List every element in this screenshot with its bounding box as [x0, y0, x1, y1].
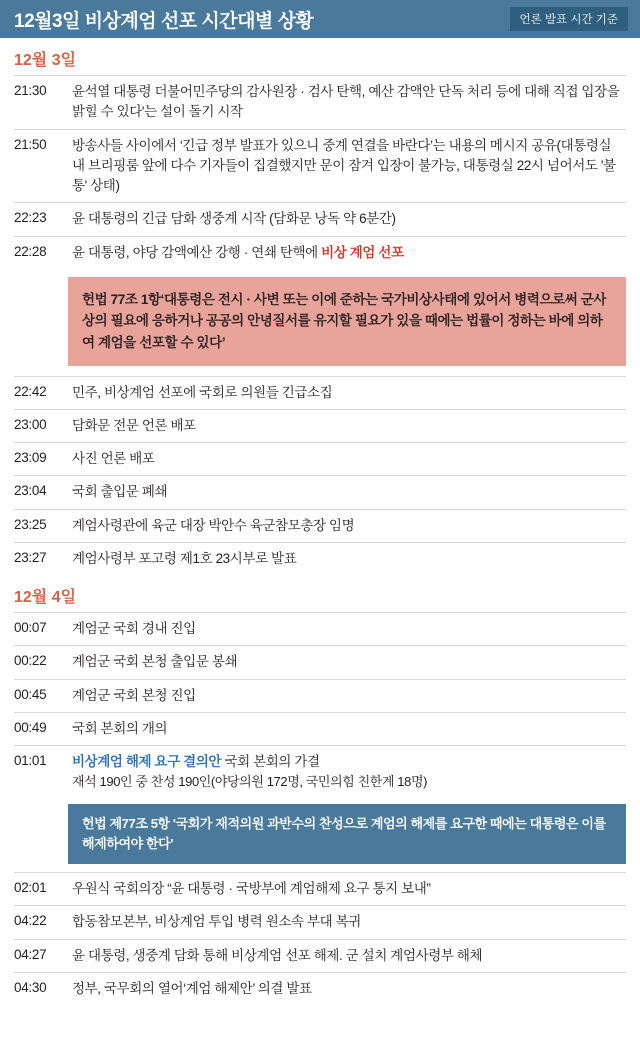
- row-time: 04:27: [14, 946, 47, 962]
- timeline-row: [14, 442, 626, 475]
- day-heading-dec3: 12월 3일: [14, 52, 77, 69]
- row-time: 22:28: [14, 243, 47, 259]
- row-text: 윤 대통령, 생중계 담화 통해 비상계엄 선포 해제. 군 설치 계엄사령부 해체: [72, 947, 483, 963]
- constitution-quote-blue: 헌법 제77조 5항 '국회가 재적의원 과반수의 찬성으로 계엄의 해제를 요구한 때에는 대통령은 이를 해제하여야 한다': [68, 804, 626, 864]
- row-text: 계엄군 국회 본청 출입문 봉쇄: [72, 654, 238, 670]
- row-text: 윤 대통령의 긴급 담화 생중계 시작 (담화문 낭독 약 6분간): [72, 211, 396, 227]
- row-time: 21:30: [14, 83, 47, 98]
- timeline-row-resolution: [14, 745, 626, 798]
- row-time: 23:09: [14, 450, 47, 466]
- row-text: 담화문 전문 언론 배포: [72, 417, 196, 433]
- row-time: 00:45: [14, 686, 47, 702]
- row-time: 04:30: [14, 979, 47, 995]
- constitution-quote-red-wrap: [0, 269, 640, 376]
- day-heading-dec4: 12월 4일: [14, 589, 77, 607]
- row-text: 방송사들 사이에서 ‘긴급 정부 발표가 있으니 중계 연결을 바란다’는 내용의 메시지 공유(대통령실 내 브리핑룸 앞에 다수 기자들이 집결했지만 문이 잠겨 입장이 불가능, 대통령실 22시 넘어서도 '불통' 상태): [72, 137, 616, 193]
- timeline-row: [14, 542, 626, 575]
- timeline-row: [14, 939, 626, 972]
- row-text: 국회 본회의 개의: [72, 720, 168, 736]
- timeline-row: [14, 129, 626, 203]
- header-note-badge: 언론 발표 시간 기준: [510, 7, 628, 31]
- row-text: [68, 752, 626, 792]
- row-time: 21:50: [14, 136, 47, 152]
- row-time: 00:07: [14, 620, 47, 636]
- row-time: 22:42: [14, 383, 47, 399]
- row-time: 23:04: [14, 483, 47, 499]
- timeline-row: [14, 679, 626, 712]
- timeline-row: [14, 712, 626, 745]
- timeline-row: [14, 905, 626, 938]
- timeline-row: [14, 75, 626, 129]
- row-text-highlight: 비상 계엄 선포: [321, 244, 404, 260]
- row-time: 22:23: [14, 210, 47, 226]
- constitution-quote-red: 헌법 77조 1항‘대통령은 전시 · 사변 또는 이에 준하는 국가비상사태에 있어서 병력으로써 군사상의 필요에 응하거나 공공의 안녕질서를 유지할 필요가 있을 때에는 법률이 정하는 바에 의하여 계엄을 선포할 수 있다’: [68, 277, 626, 366]
- timeline-list-dec3-after: [0, 376, 640, 576]
- row-time: 00:22: [14, 653, 47, 669]
- header-bar: [0, 0, 640, 38]
- row-text: 계엄사령관에 육군 대장 박안수 육군참모총장 임명: [72, 517, 355, 533]
- timeline-row: [14, 509, 626, 542]
- row-time: 01:01: [14, 753, 47, 769]
- row-text: 우원식 국회의장 “윤 대통령 · 국방부에 계엄해제 요구 통지 보내”: [72, 881, 431, 897]
- row-text: 정부, 국무회의 열어‘계엄 해제안’ 의결 발표: [72, 980, 312, 996]
- row-time: 02:01: [14, 880, 47, 896]
- timeline-row: [14, 972, 626, 1005]
- row-text: 윤석열 대통령 더불어민주당의 감사원장 · 검사 탄핵, 예산 감액안 단독 처리 등에 대해 직접 입장을 밝힐 수 있다'는 설이 돌기 시작: [72, 84, 620, 120]
- row-time: 04:22: [14, 913, 47, 929]
- row-text: [68, 243, 626, 263]
- bottom-spacer: [0, 1005, 640, 1009]
- timeline-row: [14, 376, 626, 409]
- row-text: 민주, 비상계엄 선포에 국회로 의원들 긴급소집: [72, 384, 333, 400]
- timeline-row: [14, 409, 626, 442]
- row-text-main: 국회 본회의 가결: [221, 754, 320, 770]
- row-time: 23:00: [14, 416, 47, 432]
- constitution-quote-blue-wrap: [0, 798, 640, 872]
- timeline-row: [14, 872, 626, 905]
- timeline-list-dec4: [0, 612, 640, 798]
- timeline-row: [14, 612, 626, 645]
- row-text: 계엄사령부 포고령 제1호 23시부로 발표: [72, 550, 297, 566]
- timeline-list-dec3: [0, 75, 640, 269]
- row-text: 계엄군 국회 경내 진입: [72, 621, 196, 637]
- row-time: 00:49: [14, 719, 47, 735]
- row-text: 사진 언론 배포: [72, 451, 155, 467]
- row-text: 계엄군 국회 본청 진입: [72, 687, 196, 703]
- timeline-list-dec4-after: [0, 872, 640, 1005]
- page-title: 12월3일 비상계엄 선포 시간대별 상황: [14, 10, 314, 32]
- row-text-sub: 재석 190인 중 찬성 190인(야당의원 172명, 국민의힘 친한계 18명): [72, 774, 428, 790]
- timeline-row: [14, 645, 626, 678]
- row-text-main: 윤 대통령, 야당 감액예산 강행 · 연쇄 탄핵에: [72, 244, 322, 260]
- row-text: 국회 출입문 폐쇄: [72, 484, 168, 500]
- row-time: 23:27: [14, 549, 47, 565]
- timeline-row: [14, 202, 626, 235]
- row-text-highlight: 비상계엄 해제 요구 결의안: [72, 754, 222, 770]
- timeline-row: [14, 475, 626, 508]
- row-text: 합동참모본부, 비상계엄 투입 병력 원소속 부대 복귀: [72, 914, 361, 930]
- timeline-row-declaration: [14, 236, 626, 269]
- row-time: 23:25: [14, 516, 47, 532]
